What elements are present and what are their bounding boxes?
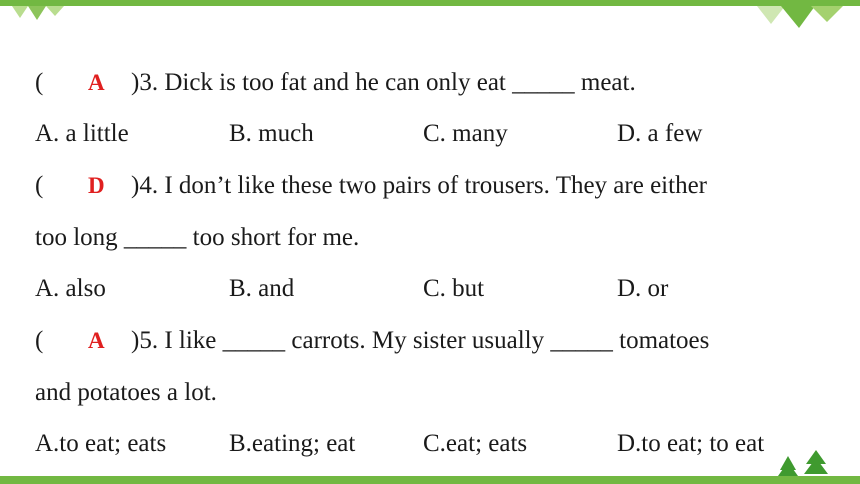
q5-option-d: D.to eat; to eat (617, 430, 765, 457)
q5-option-a: A.to eat; eats (35, 430, 167, 457)
q3-option-a: A. a little (35, 120, 129, 147)
bottom-border (0, 476, 860, 484)
question-5-continuation: and potatoes a lot. (35, 379, 217, 406)
q4-option-b: B. and (229, 275, 295, 302)
top-border (0, 0, 860, 6)
question-3-text: )3. Dick is too fat and he can only eat _____ meat. (131, 69, 636, 96)
question-4-continuation: too long _____ too short for me. (35, 224, 360, 251)
q4-option-d: D. or (617, 275, 669, 302)
answer-paren: ( (35, 69, 44, 96)
pine-trees-decoration (768, 448, 838, 478)
answer-paren: ( (35, 172, 44, 199)
q4-option-a: A. also (35, 275, 106, 302)
top-right-triangles-decoration (755, 0, 845, 28)
q3-option-b: B. much (229, 120, 314, 147)
q3-option-c: C. many (423, 120, 508, 147)
q5-option-b: B.eating; eat (229, 430, 356, 457)
q4-option-c: C. but (423, 275, 485, 302)
answer-mark-5: A (88, 328, 105, 353)
answer-mark-3: A (88, 70, 105, 95)
answer-paren: ( (35, 327, 44, 354)
answer-mark-4: D (88, 173, 105, 198)
top-left-triangles-decoration (10, 0, 70, 22)
q5-option-c: C.eat; eats (423, 430, 528, 457)
q3-option-d: D. a few (617, 120, 703, 147)
question-5-text: )5. I like _____ carrots. My sister usually _____ tomatoes (131, 327, 710, 354)
question-4-text: )4. I don’t like these two pairs of trousers. They are either (131, 172, 707, 199)
